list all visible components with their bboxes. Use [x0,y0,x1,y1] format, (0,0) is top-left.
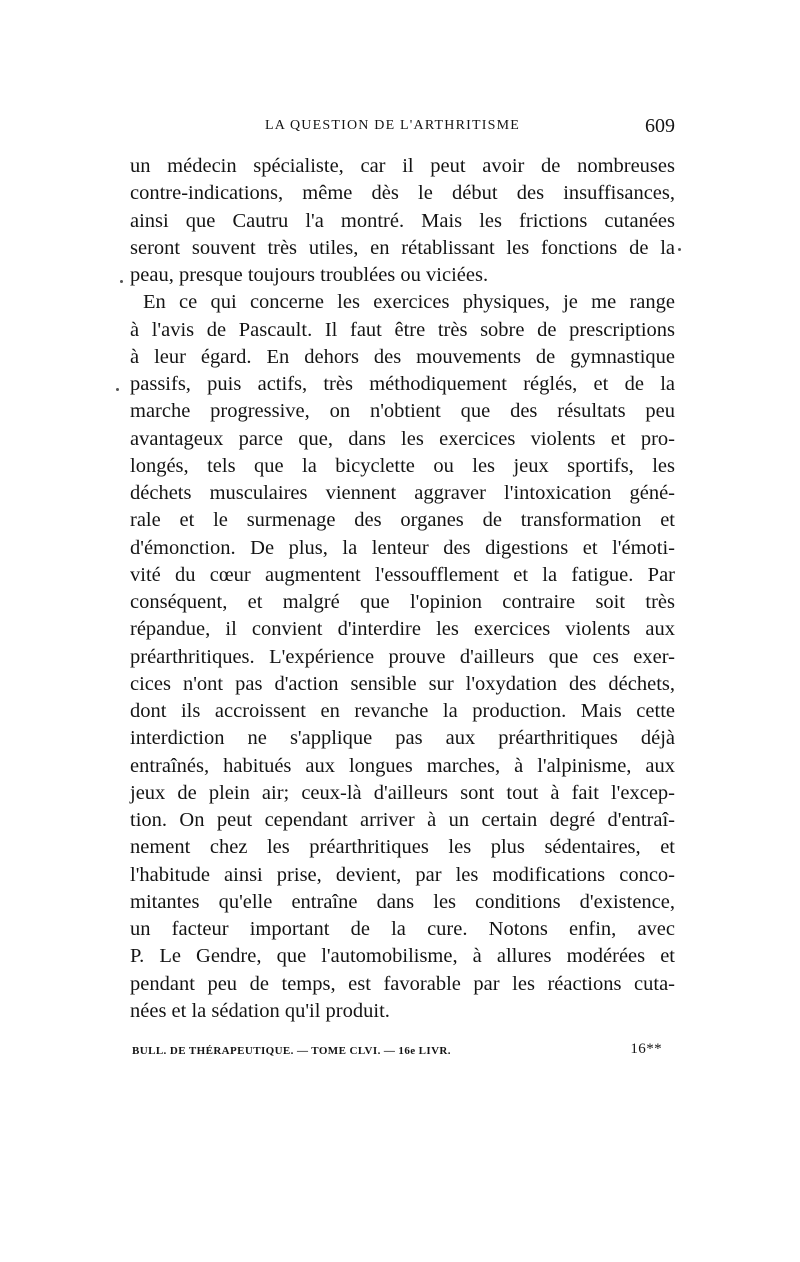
text-line: P. Le Gendre, que l'automobilisme, à allures modérées et [130,945,675,968]
text-line: à leur égard. En dehors des mouvements de gymnastique [130,345,675,368]
text-line: seront souvent très utiles, en rétablissant les fonctions de la [130,236,675,259]
running-title: LA QUESTION DE L'ARTHRITISME [265,118,520,133]
paragraph-start-line: En ce qui concerne les exercices physiques, je me range [143,291,675,314]
page-footer [132,1043,682,1063]
text-line: conséquent, et malgré que l'opinion contraire soit très [130,591,675,613]
text-line: vité du cœur augmentent l'essoufflement et la fatigue. Par [130,563,675,586]
text-line: un facteur important de la cure. Notons enfin, avec [130,918,675,940]
text-line: jeux de plein air; ceux-là d'ailleurs sont tout à fait l'excep- [130,781,675,804]
text-line: déchets musculaires viennent aggraver l'intoxication géné- [130,482,675,504]
text-line: à l'avis de Pascault. Il faut être très sobre de prescriptions [130,318,675,341]
margin-speck [120,280,123,283]
text-line: dont ils accroissent en revanche la production. Mais cette [130,700,675,722]
text-line: tion. On peut cependant arriver à un certain degré d'entraî- [130,809,675,831]
text-line: préarthritiques. L'expérience prouve d'ailleurs que ces exer- [130,645,675,668]
text-line: ainsi que Cautru l'a montré. Mais les frictions cutanées [130,209,675,232]
page-number: 609 [645,115,675,137]
text-line: répandue, il convient d'interdire les exercices violents aux [130,618,675,641]
text-line: d'émonction. De plus, la lenteur des digestions et l'émoti- [130,536,675,559]
text-line: avantageux parce que, dans les exercices violents et pro- [130,427,675,450]
text-line: interdiction ne s'applique pas aux préarthritiques déjà [130,727,675,750]
text-line: peau, presque toujours troublées ou viciées. [130,264,489,286]
margin-speck [116,388,119,391]
text-line: un médecin spécialiste, car il peut avoir de nombreuses [130,155,675,177]
text-line: nement chez les préarthritiques les plus sédentaires, et [130,836,675,859]
text-line: rale et le surmenage des organes de transformation et [130,509,675,532]
text-line: mitantes qu'elle entraîne dans les conditions d'existence, [130,890,675,913]
body-text [130,153,675,1025]
text-line: pendant peu de temps, est favorable par les réactions cuta- [130,972,675,995]
text-line: entraînés, habitués aux longues marches, à l'alpinisme, aux [130,754,675,777]
footer-signature-mark: 16** [630,1041,662,1057]
text-line: nées et la sédation qu'il produit. [130,999,390,1022]
text-line: longés, tels que la bicyclette ou les jeux sportifs, les [130,454,675,477]
text-line: l'habitude ainsi prise, devient, par les modifications conco- [130,863,675,886]
footer-journal-line: BULL. DE THÉRAPEUTIQUE. — TOME CLVI. — 16e LIVR. [132,1045,451,1057]
margin-speck [678,248,681,251]
text-line: marche progressive, on n'obtient que des résultats peu [130,400,675,423]
text-line: contre-indications, même dès le début des insuffisances, [130,182,675,205]
text-line: passifs, puis actifs, très méthodiquement réglés, et de la [130,373,675,395]
text-line: cices n'ont pas d'action sensible sur l'oxydation des déchets, [130,672,675,695]
running-head [130,115,675,140]
